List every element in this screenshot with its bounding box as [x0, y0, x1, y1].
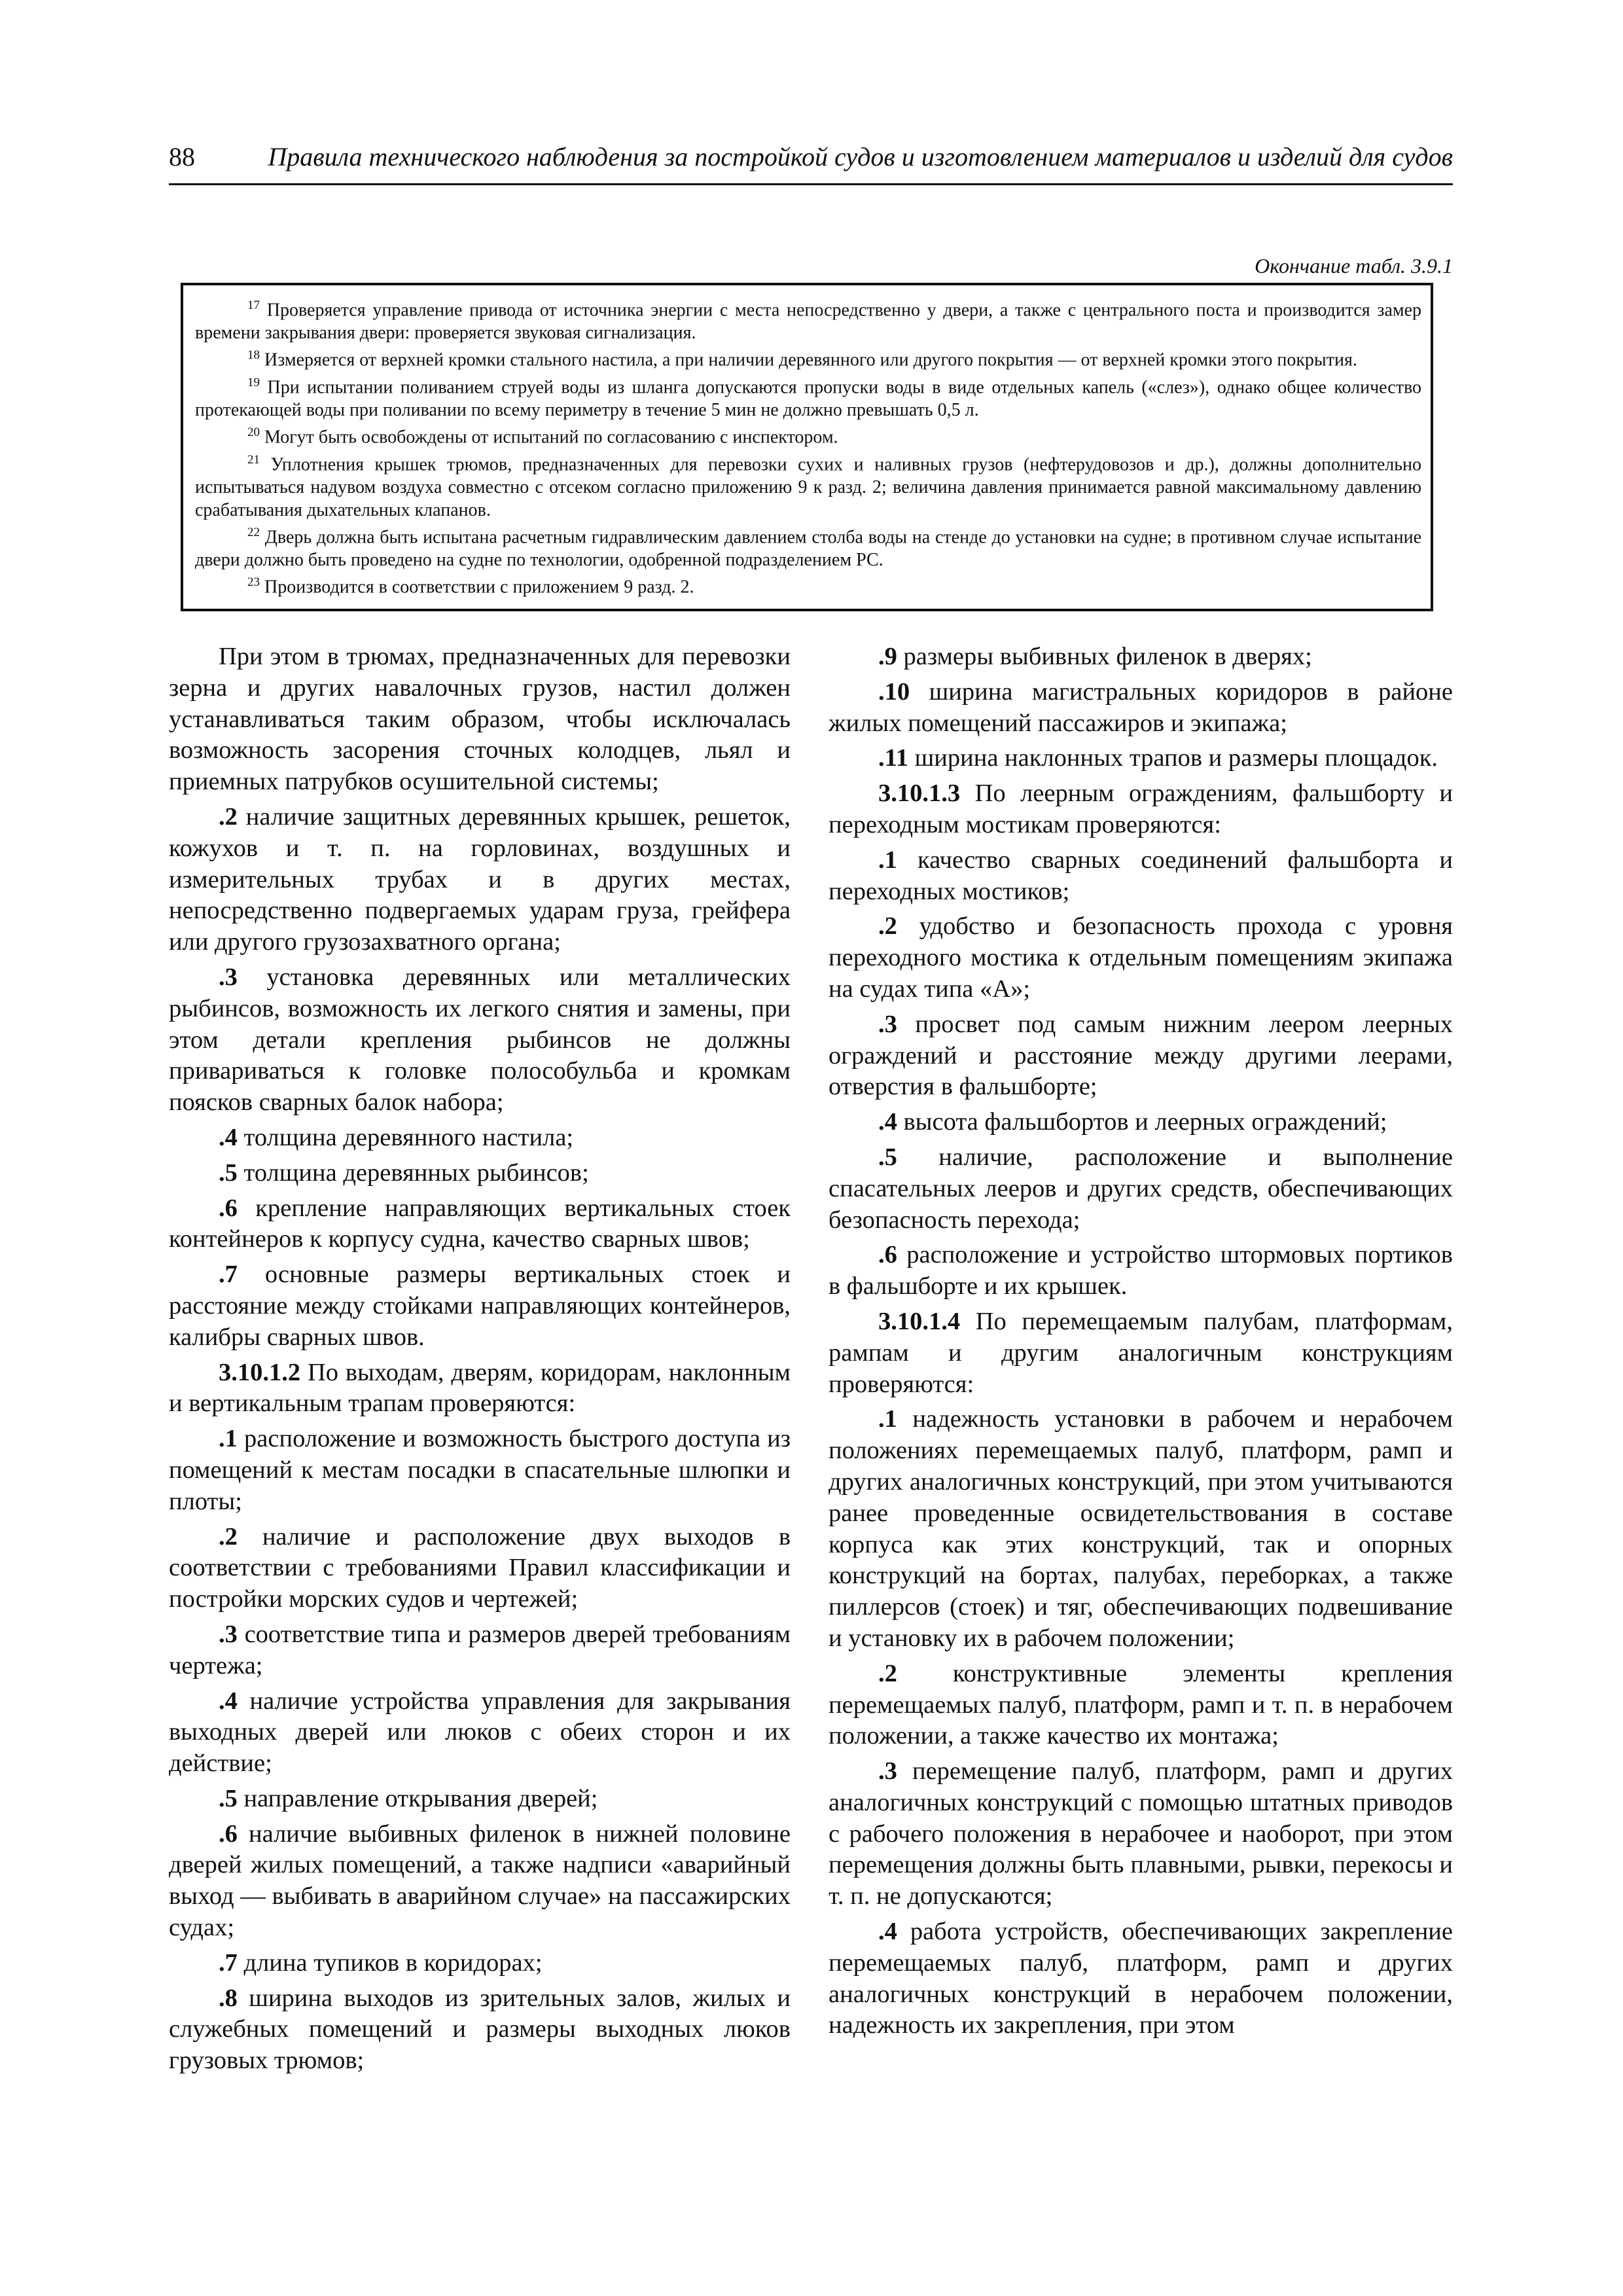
- table-footnotes-box: [181, 283, 1433, 611]
- footnote-text: При испытании поливанием струей воды из шланга допускаются пропуски воды в виде отдельных капель («слез»), однако общее количество протекающей воды при поливании по всему периметру в течение 5 мин не должно превышать 0,5 л.: [195, 377, 1421, 420]
- paragraph-text: наличие, расположение и выполнение спасательных лееров и других средств, обеспечивающих безопасность перехода;: [829, 1143, 1453, 1234]
- footnote-number: 20: [247, 425, 260, 440]
- item-number: .2: [878, 912, 897, 941]
- paragraph: [169, 1357, 791, 1420]
- paragraph: [829, 1240, 1453, 1302]
- item-number: .9: [878, 643, 897, 670]
- item-number: .10: [878, 677, 910, 706]
- paragraph: [169, 1158, 791, 1189]
- paragraph: [829, 911, 1453, 1005]
- item-number: .2: [219, 802, 238, 831]
- item-number: .2: [878, 1659, 897, 1687]
- paragraph: [169, 1259, 791, 1353]
- paragraph-text: наличие и расположение двух выходов в соответствии с требованиями Правил классификации и постройки морских судов и чертежей;: [169, 1522, 791, 1613]
- item-number: .5: [219, 1158, 238, 1187]
- item-number: .2: [219, 1522, 238, 1551]
- item-number: .3: [878, 1010, 897, 1038]
- footnote-number: 17: [247, 298, 260, 312]
- item-number: .1: [878, 846, 897, 874]
- footnote-number: 22: [247, 526, 260, 540]
- paragraph: [829, 1756, 1453, 1912]
- paragraph-text: ширина магистральных коридоров в районе жилых помещений пассажиров и экипажа;: [829, 677, 1453, 737]
- paragraph: [829, 743, 1453, 774]
- paragraph-text: При этом в трюмах, предназначенных для перевозки зерна и других навалочных грузов, настил должен устанавливаться таким образом, чтобы исключалась возможность засорения сточных колодцев, льял и приемных патрубков осушительной системы;: [169, 643, 791, 796]
- paragraph-text: длина тупиков в коридорах;: [237, 1948, 543, 1977]
- item-number: .4: [219, 1687, 238, 1715]
- paragraph: [829, 641, 1453, 673]
- item-number: 3.10.1.3: [878, 780, 961, 808]
- footnote-text: Уплотнения крышек трюмов, предназначенных для перевозки сухих и наливных грузов (нефтерудовозов и др.), должны дополнительно испытываться надувом воздуха совместно с отсеком согласно приложению 9 к разд. 2; величина давления принимается равной максимальному давлению срабатывания дыхательных клапанов.: [195, 454, 1421, 520]
- paragraph-text: размеры выбивных филенок в дверях;: [897, 643, 1312, 670]
- paragraph-text: расположение и устройство штормовых портиков в фальшборте и их крышек.: [829, 1241, 1453, 1300]
- paragraph: [829, 845, 1453, 908]
- footnote: [195, 449, 1421, 522]
- item-number: .8: [219, 1984, 238, 2012]
- paragraph: [829, 1659, 1453, 1752]
- paragraph-text: удобство и безопасность прохода с уровня переходного мостика к отдельным помещениям экипажа на судах типа «А»;: [829, 912, 1453, 1003]
- footnote: [195, 422, 1421, 449]
- paragraph: [169, 1784, 791, 1815]
- paragraph: [169, 802, 791, 958]
- item-number: .3: [219, 963, 238, 991]
- paragraph: [829, 1916, 1453, 2041]
- footnote-number: 18: [247, 348, 260, 363]
- footnote-text: Могут быть освобождены от испытаний по согласованию с инспектором.: [264, 427, 838, 448]
- paragraph: [169, 1193, 791, 1256]
- paragraph-text: крепление направляющих вертикальных стоек контейнеров к корпусу судна, качество сварных швов;: [169, 1194, 791, 1253]
- paragraph-text: наличие устройства управления для закрывания выходных дверей или люков с обеих сторон и их действие;: [169, 1687, 791, 1778]
- paragraph-text: перемещение палуб, платформ, рамп и других аналогичных конструкций с помощью штатных приводов с рабочего положения в нерабочее и наоборот, при этом перемещения должны быть плавными, рывки, перекосы и т. п. не допускаются;: [829, 1757, 1453, 1910]
- item-number: .6: [219, 1194, 238, 1222]
- paragraph-text: ширина наклонных трапов и размеры площадок.: [908, 744, 1438, 772]
- paragraph: [829, 1404, 1453, 1654]
- paragraph: [169, 962, 791, 1119]
- footnote-number: 23: [247, 575, 260, 590]
- footnote-text: Измеряется от верхней кромки стального настила, а при наличии деревянного или другого покрытия — от верхней кромки этого покрытия.: [264, 350, 1357, 370]
- paragraph-text: работа устройств, обеспечивающих закрепление перемещаемых палуб, платформ, рамп и других аналогичных конструкций в нерабочем положении, надежность их закрепления, при этом: [829, 1918, 1453, 2039]
- footnote-text: Производится в соответствии с приложением 9 разд. 2.: [264, 577, 694, 598]
- footnote: [195, 295, 1421, 344]
- paragraph-text: ширина выходов из зрительных залов, жилых и служебных помещений и размеры выходных люков грузовых трюмов;: [169, 1984, 791, 2075]
- page-number: 88: [169, 142, 195, 171]
- paragraph: [169, 641, 791, 798]
- running-title: Правила технического наблюдения за постройкой судов и изготовлением материалов и изделий для судов: [268, 142, 1453, 171]
- right-text-column: [829, 641, 1453, 2041]
- paragraph: [829, 1009, 1453, 1103]
- paragraph-text: наличие защитных деревянных крышек, решеток, кожухов и т. п. на горловинах, воздушных и измерительных трубах и в других местах, непосредственно подвергаемых ударам груза, грейфера или другого грузозахватного органа;: [169, 802, 791, 956]
- paragraph-text: установка деревянных или металлических рыбинсов, возможность их легкого снятия и замены, при этом детали крепления рыбинсов не должны привариваться к головке полособульба и кромкам поясков сварных балок набора;: [169, 963, 791, 1117]
- footnote: [195, 522, 1421, 571]
- paragraph: [829, 778, 1453, 841]
- left-text-column: [169, 641, 791, 2077]
- paragraph: [829, 677, 1453, 740]
- item-number: .4: [878, 1108, 897, 1136]
- paragraph-text: основные размеры вертикальных стоек и расстояние между стойками направляющих контейнеров, калибры сварных швов.: [169, 1261, 791, 1351]
- paragraph-text: По перемещаемым палубам, платформам, рампам и другим аналогичным конструкциям проверяются:: [829, 1307, 1453, 1398]
- item-number: .11: [878, 744, 909, 772]
- paragraph-text: расположение и возможность быстрого доступа из помещений к местам посадки в спасательные шлюпки и плоты;: [169, 1425, 791, 1515]
- item-number: .4: [878, 1918, 897, 1946]
- paragraph: [829, 1107, 1453, 1138]
- footnote-number: 21: [247, 453, 260, 467]
- item-number: .1: [878, 1405, 897, 1433]
- paragraph: [169, 1983, 791, 2077]
- item-number: .5: [878, 1143, 897, 1171]
- item-number: .6: [219, 1820, 238, 1848]
- paragraph: [169, 1686, 791, 1780]
- paragraph-text: качество сварных соединений фальшборта и переходных мостиков;: [829, 846, 1453, 905]
- item-number: .4: [219, 1123, 238, 1151]
- paragraph: [169, 1424, 791, 1517]
- paragraph: [829, 1306, 1453, 1400]
- paragraph-text: просвет под самым нижним леером леерных ограждений и расстояние между другими леерами, отверстия в фальшборте;: [829, 1010, 1453, 1101]
- footnote: [195, 372, 1421, 422]
- item-number: .5: [219, 1784, 238, 1812]
- paragraph: [169, 1122, 791, 1154]
- table-caption: Окончание табл. 3.9.1: [1255, 254, 1453, 278]
- paragraph-text: По выходам, дверям, коридорам, наклонным и вертикальным трапам проверяются:: [169, 1358, 791, 1418]
- paragraph-text: По леерным ограждениям, фальшборту и переходным мостикам проверяются:: [829, 780, 1453, 838]
- item-number: .3: [219, 1620, 238, 1648]
- paragraph-text: конструктивные элементы крепления перемещаемых палуб, платформ, рамп и т. п. в нерабочем положении, а также качество их монтажа;: [829, 1659, 1453, 1750]
- paragraph: [169, 1522, 791, 1615]
- page-header: [169, 136, 1453, 185]
- footnote: [195, 344, 1421, 372]
- paragraph-text: надежность установки в рабочем и нерабочем положениях перемещаемых палуб, платформ, рамп и других аналогичных конструкций, при этом учитываются ранее проведенные освидетельствования в составе корпуса как этих конструкций, так и опорных конструкций на бортах, палубах, переборках, а также пиллерсов (стоек) и тяг, обеспечивающих подвешивание и установку их в рабочем положении;: [829, 1405, 1453, 1652]
- footnote-text: Проверяется управление привода от источника энергии с места непосредственно у двери, а также с центрального поста и производится замер времени закрывания двери: проверяется звуковая сигнализация.: [195, 300, 1422, 343]
- item-number: .7: [219, 1261, 238, 1289]
- paragraph-text: толщина деревянного настила;: [237, 1123, 574, 1151]
- footnote: [195, 571, 1421, 599]
- item-number: .6: [878, 1241, 897, 1269]
- paragraph-text: толщина деревянных рыбинсов;: [237, 1158, 589, 1187]
- paragraph: [829, 1142, 1453, 1236]
- paragraph-text: высота фальшбортов и леерных ограждений;: [897, 1108, 1387, 1136]
- item-number: 3.10.1.2: [219, 1358, 301, 1386]
- item-number: .3: [878, 1757, 897, 1785]
- paragraph-text: соответствие типа и размеров дверей требованиям чертежа;: [169, 1620, 791, 1679]
- paragraph: [169, 1619, 791, 1682]
- paragraph-text: наличие выбивных филенок в нижней половине дверей жилых помещений, а также надписи «аварийный выход — выбивать в аварийном случае» на пассажирских судах;: [169, 1820, 791, 1942]
- item-number: 3.10.1.4: [878, 1307, 961, 1335]
- item-number: .7: [219, 1948, 238, 1977]
- paragraph-text: направление открывания дверей;: [237, 1784, 598, 1812]
- footnote-number: 19: [247, 376, 260, 390]
- footnote-text: Дверь должна быть испытана расчетным гидравлическим давлением столба воды на стенде до установки на судне; в противном случае испытание двери должно быть проведено на судне по технологии, одобренной подразделением РС.: [195, 527, 1422, 570]
- item-number: .1: [219, 1425, 238, 1453]
- paragraph: [169, 1819, 791, 1944]
- paragraph: [169, 1948, 791, 1979]
